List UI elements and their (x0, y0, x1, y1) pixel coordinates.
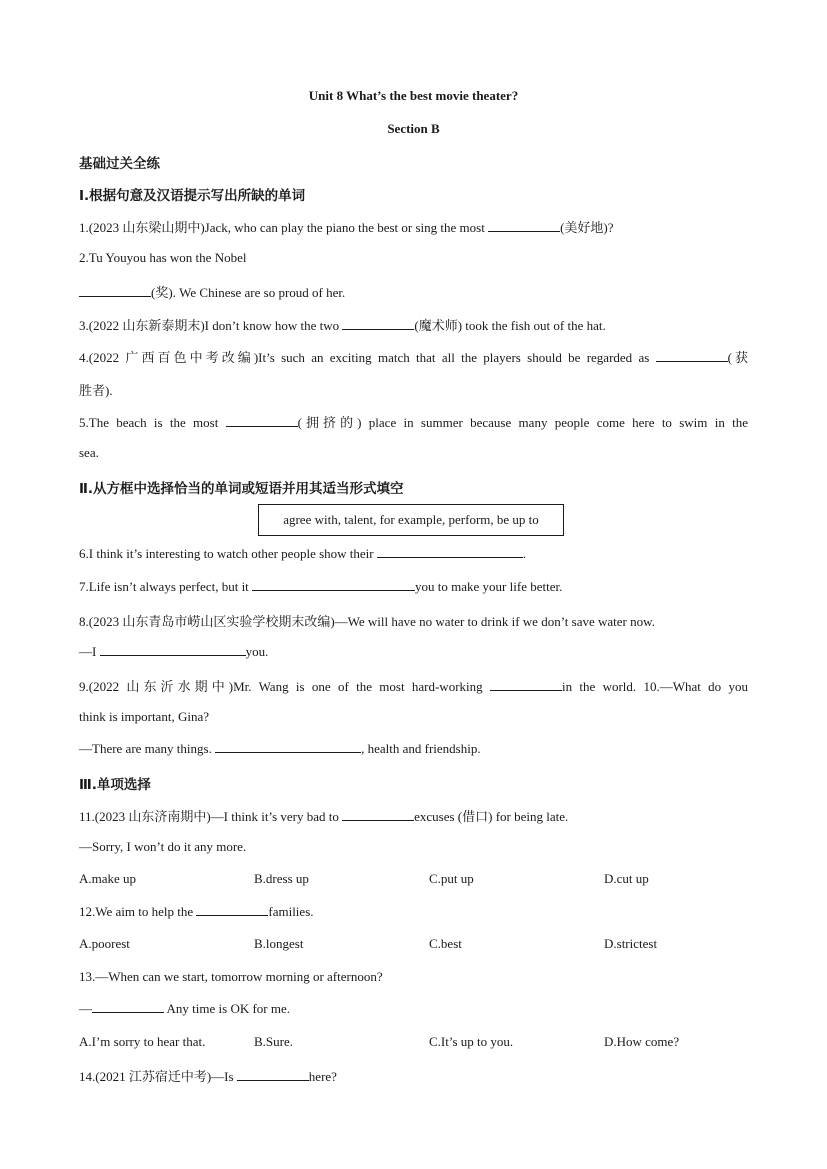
question-5 (79, 412, 748, 431)
q7-blank[interactable] (252, 579, 415, 591)
q10-blank[interactable] (215, 741, 361, 753)
q3-blank[interactable] (342, 318, 414, 330)
question-14 (79, 1066, 337, 1085)
q1-blank[interactable] (488, 220, 560, 232)
section-3-heading: Ⅲ.单项选择 (79, 777, 151, 793)
q9-end: in the world. 10.—What do you (561, 679, 748, 694)
q12-text: 12.We aim to help the (79, 904, 197, 919)
q12-option-a[interactable]: A.poorest (79, 936, 130, 951)
question-4-cont: 胜者). (79, 383, 113, 398)
question-9 (79, 676, 748, 695)
question-3 (79, 315, 606, 334)
q13-blank[interactable] (92, 1001, 164, 1013)
q9-text: 9.(2022 山东沂水期中)Mr. Wang is one of the most hard-working (79, 679, 490, 694)
q13-end: Any time is OK for me. (164, 1001, 291, 1016)
question-8-cont (79, 644, 268, 660)
q14-text: 14.(2021 江苏宿迁中考)—Is (79, 1069, 237, 1084)
section-2-heading: Ⅱ.从方框中选择恰当的单词或短语并用其适当形式填空 (79, 481, 404, 497)
q1-text: 1.(2023 山东梁山期中)Jack, who can play the piano the best or sing the most (79, 220, 489, 235)
q11-option-d[interactable]: D.cut up (604, 871, 649, 886)
question-2: 2.Tu Youyou has won the Nobel (79, 250, 247, 265)
q6-blank[interactable] (377, 546, 523, 558)
q1-hint: (美好地)? (560, 220, 614, 235)
question-7 (79, 579, 562, 595)
q13-option-b[interactable]: B.Sure. (254, 1034, 293, 1049)
q8-text: —I (79, 644, 100, 659)
page-title: Unit 8 What’s the best movie theater? (308, 88, 519, 103)
q6-end: . (522, 546, 527, 561)
q11-option-a[interactable]: A.make up (79, 871, 137, 886)
q7-end: you to make your life better. (415, 579, 563, 594)
q7-text: 7.Life isn’t always perfect, but it (79, 579, 253, 594)
question-13: 13.—When can we start, tomorrow morning or afternoon? (79, 969, 383, 984)
q14-blank[interactable] (237, 1069, 309, 1081)
q4-blank[interactable] (656, 350, 728, 362)
q8-end: you. (245, 644, 269, 659)
question-8: 8.(2023 山东青岛市崂山区实验学校期末改编)—We will have no water to drink if we don’t save water now. (79, 614, 655, 629)
question-1 (79, 217, 614, 236)
q12-blank[interactable] (196, 904, 268, 916)
q11-end: excuses (借口) for being late. (414, 809, 569, 824)
question-2-cont (79, 282, 345, 301)
q12-option-c[interactable]: C.best (429, 936, 462, 951)
q12-end: families. (268, 904, 314, 919)
q5-text: 5.The beach is the most (79, 415, 226, 430)
q9-blank[interactable] (490, 679, 562, 691)
q11-option-b[interactable]: B.dress up (254, 871, 309, 886)
q13-option-d[interactable]: D.How come? (604, 1034, 680, 1049)
q10-text: —There are many things. (79, 741, 216, 756)
q2-blank[interactable] (79, 285, 151, 297)
q14-end: here? (308, 1069, 337, 1084)
q13-dash: — (79, 1001, 92, 1016)
q6-text: 6.I think it’s interesting to watch other people show their (79, 546, 377, 561)
question-12 (79, 904, 314, 920)
section-1-heading: Ⅰ.根据句意及汉语提示写出所缺的单词 (79, 188, 306, 204)
q3-hint: (魔术师) took the fish out of the hat. (414, 318, 606, 333)
question-10: think is important, Gina? (79, 709, 209, 724)
q11-option-c[interactable]: C.put up (429, 871, 474, 886)
q8-blank[interactable] (100, 644, 246, 656)
q12-option-b[interactable]: B.longest (254, 936, 304, 951)
q3-text: 3.(2022 山东新泰期末)I don’t know how the two (79, 318, 343, 333)
question-10-cont (79, 741, 481, 757)
question-5-cont: sea. (79, 445, 99, 460)
question-6 (79, 546, 526, 562)
q13-option-a[interactable]: A.I’m sorry to hear that. (79, 1034, 206, 1049)
question-4 (79, 347, 748, 366)
q10-end: , health and friendship. (361, 741, 481, 756)
q11-text: 11.(2023 山东济南期中)—I think it’s very bad to (79, 809, 343, 824)
question-11 (79, 806, 568, 825)
q2-text: (奖). We Chinese are so proud of her. (151, 285, 346, 300)
q5-hint: (拥挤的) place in summer because many people come here to swim in the (297, 415, 749, 430)
q4-text: 4.(2022 广西百色中考改编)It’s such an exciting match that all the players should be regarded as (79, 350, 656, 365)
q13-option-c[interactable]: C.It’s up to you. (429, 1034, 514, 1049)
q11-blank[interactable] (342, 809, 414, 821)
question-11-reply: —Sorry, I won’t do it any more. (79, 839, 247, 854)
q4-hint: (获 (727, 350, 748, 365)
part-heading: 基础过关全练 (79, 156, 160, 172)
q12-option-d[interactable]: D.strictest (604, 936, 658, 951)
word-box: agree with, talent, for example, perform, be up to (258, 504, 564, 536)
q5-blank[interactable] (226, 415, 298, 427)
question-13-cont (79, 1001, 290, 1017)
section-title: Section B (387, 121, 440, 136)
